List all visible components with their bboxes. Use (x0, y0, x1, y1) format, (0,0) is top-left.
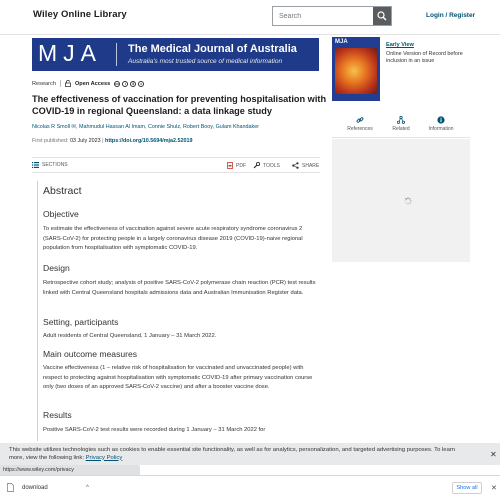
design-heading: Design (43, 263, 70, 273)
doi-link[interactable]: https://doi.org/10.5694/mja2.52019 (105, 138, 193, 144)
nd-icon: = (140, 81, 143, 86)
setting-heading: Setting, participants (43, 317, 119, 327)
journal-title: The Medical Journal of Australia (128, 43, 297, 55)
network-icon (397, 116, 405, 124)
info-icon (437, 116, 445, 124)
author-list[interactable]: Nicolas R Smoll ✉, Mahmudul Hassan Al Imam, Connie Shulz, Robert Booy, Gulam Khandaker (32, 124, 260, 130)
by-icon: i (122, 81, 128, 87)
cookie-text (9, 447, 469, 462)
header-divider (0, 34, 500, 35)
tools-button[interactable] (253, 162, 280, 169)
tab-information-label: Information (428, 126, 454, 132)
login-register-link[interactable]: Login / Register (426, 12, 476, 19)
abstract-heading: Abstract (43, 185, 82, 197)
tab-references-label: References (347, 126, 373, 132)
cover-title: MJA (335, 39, 348, 45)
article-title: The effectiveness of vaccination for preventing hospitalisation with COVID-19 in regional Queensland: a data linkage study (32, 94, 327, 116)
lock-open-icon (65, 80, 71, 87)
results-text: Positive SARS-CoV-2 test results were recorded during 1 January – 31 March 2022 for (43, 427, 266, 433)
cookie-close-button[interactable]: ✕ (490, 450, 497, 459)
privacy-policy-link[interactable]: Privacy Policy (85, 454, 123, 461)
license-icons[interactable] (114, 81, 144, 87)
article-meta (32, 80, 144, 87)
search-icon (377, 11, 387, 21)
share-icon (292, 162, 299, 169)
pdf-button[interactable] (227, 162, 246, 169)
early-view-description: Online Version of Record before inclusion in an issue (386, 51, 463, 64)
download-item[interactable] (7, 483, 48, 492)
loading-spinner-icon (404, 197, 412, 205)
tab-information[interactable] (418, 116, 464, 132)
list-icon (32, 162, 39, 168)
search-box (272, 6, 392, 26)
setting-text: Adult residents of Central Queensland, 1 January – 31 March 2022. (43, 333, 217, 339)
share-button[interactable] (292, 162, 319, 169)
download-bar (0, 475, 500, 500)
cc-icon: cc (115, 81, 120, 86)
pub-separator: | (102, 138, 106, 144)
objective-heading: Objective (43, 209, 79, 219)
cover-image (335, 48, 377, 94)
show-all-button[interactable]: Show all (452, 482, 482, 494)
download-filename: download (22, 484, 48, 491)
journal-acronym: MJA (38, 40, 102, 66)
early-view-link[interactable]: Early View (386, 42, 414, 48)
nc-icon: $ (130, 81, 136, 87)
share-label: SHARE (302, 162, 320, 169)
sidebar-content-panel (332, 139, 470, 262)
open-access-label: Open Access (74, 80, 111, 87)
chevron-up-icon[interactable]: ^ (86, 485, 89, 491)
outcome-text: Vaccine effectiveness (1 – relative risk of hospitalisation for vaccinated and unvaccinated people) with respect to protecting against hospitalisation with symptomatic COVID-19 after primary vaccination course only (two doses of an approved SARS-CoV-2 vaccine) and after a booster vaccine dose. (43, 365, 313, 391)
published-date: 03 July 2023 (70, 138, 101, 144)
publication-info (32, 138, 193, 144)
file-icon (7, 483, 14, 492)
cookie-message: This website utilizes technologies such as cookies to enable essential site functionality, as well as for analytics, personalization, and targeted advertising purposes. To learn more, view the following link: (9, 447, 456, 461)
banner-divider (116, 43, 117, 66)
site-logo[interactable]: Wiley Online Library (33, 9, 127, 20)
objective-text: To estimate the effectiveness of vaccination against severe acute respiratory syndrome coronavirus 2 (SARS-CoV-2) for protecting people in a largely coronavirus disease 2019 (COVID-19)-naive regional population from hospitalisation with symptomatic COVID-19. (43, 226, 303, 252)
tools-label: TOOLS (263, 162, 280, 169)
pdf-label: PDF (236, 162, 246, 169)
link-icon (356, 116, 364, 124)
wrench-icon (253, 162, 260, 169)
status-bar-url: https://www.wiley.com/privacy (0, 465, 140, 475)
meta-separator (60, 80, 61, 87)
abstract-section (37, 181, 320, 441)
journal-tagline: Australia's most trusted source of medical information (128, 58, 283, 65)
download-bar-close-button[interactable]: ✕ (491, 485, 497, 492)
outcome-heading: Main outcome measures (43, 349, 138, 359)
pdf-icon (227, 162, 233, 169)
published-label: First published: (32, 138, 69, 144)
sections-label: SECTIONS (42, 162, 68, 168)
search-button[interactable] (373, 7, 391, 25)
article-type: Research (32, 80, 56, 87)
journal-cover[interactable] (332, 37, 380, 101)
design-text: Retrospective cohort study; analysis of positive SARS-CoV-2 polymerase chain reaction (PCR) test results linked with Central Queensland hospitals admissions data and Australian Immunisation Register data. (43, 280, 316, 296)
search-input[interactable] (273, 7, 374, 25)
sidebar-tabs (332, 112, 470, 138)
article-toolbar (32, 157, 320, 173)
sections-button[interactable] (32, 162, 68, 168)
journal-banner[interactable] (32, 38, 319, 71)
cookie-banner (0, 443, 500, 465)
top-header (0, 0, 500, 34)
tab-references[interactable] (337, 116, 383, 132)
results-heading: Results (43, 410, 72, 420)
tab-related-label: Related (392, 126, 410, 132)
